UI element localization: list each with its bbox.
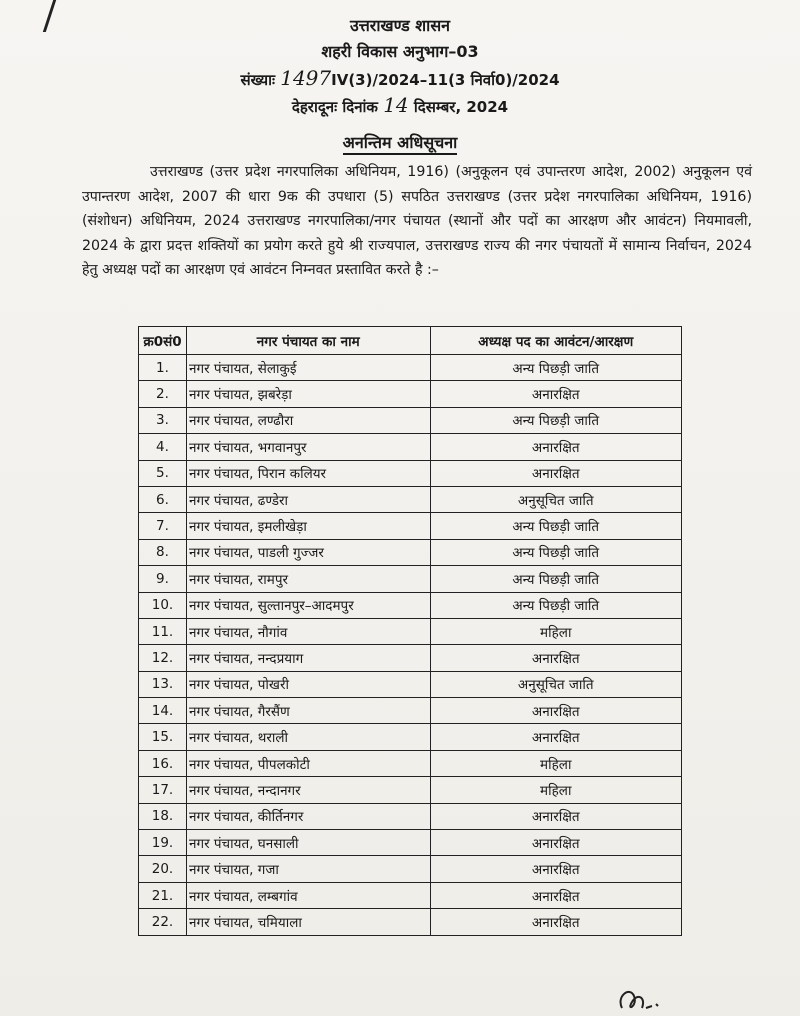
table-row — [139, 566, 682, 592]
row-allocation: अन्य पिछड़ी जाति — [430, 592, 682, 618]
table-row — [139, 698, 682, 724]
row-nagar-panchayat-name: नगर पंचायत, पोखरी — [186, 671, 430, 697]
row-nagar-panchayat-name: नगर पंचायत, थराली — [186, 724, 430, 750]
row-allocation: अन्य पिछड़ी जाति — [430, 407, 682, 433]
row-serial: 5. — [139, 460, 187, 486]
row-nagar-panchayat-name: नगर पंचायत, इमलीखेड़ा — [186, 513, 430, 539]
row-allocation: अनारक्षित — [430, 882, 682, 908]
row-allocation: अन्य पिछड़ी जाति — [430, 355, 682, 381]
row-nagar-panchayat-name: नगर पंचायत, घनसाली — [186, 830, 430, 856]
table-row — [139, 856, 682, 882]
row-serial: 3. — [139, 407, 187, 433]
row-nagar-panchayat-name: नगर पंचायत, पिरान कलियर — [186, 460, 430, 486]
row-serial: 17. — [139, 777, 187, 803]
row-allocation: अनारक्षित — [430, 803, 682, 829]
reference-number — [0, 66, 800, 90]
row-allocation: अन्य पिछड़ी जाति — [430, 566, 682, 592]
row-serial: 12. — [139, 645, 187, 671]
row-serial: 22. — [139, 909, 187, 935]
row-serial: 10. — [139, 592, 187, 618]
reservation-table — [138, 326, 682, 936]
row-allocation: अनारक्षित — [430, 645, 682, 671]
row-nagar-panchayat-name: नगर पंचायत, रामपुर — [186, 566, 430, 592]
table-row — [139, 460, 682, 486]
row-serial: 6. — [139, 486, 187, 512]
row-allocation: महिला — [430, 750, 682, 776]
row-nagar-panchayat-name: नगर पंचायत, चमियाला — [186, 909, 430, 935]
notification-paragraph: उत्तराखण्ड (उत्तर प्रदेश नगरपालिका अधिनियम, 1916) (अनुकूलन एवं उपान्तरण आदेश, 2002) अनुकूलन एवं उपान्तरण आदेश, 2007 की धारा 9क की उपधारा (5) सपठित उत्तराखण्ड (उत्तर प्रदेश नगरपालिका अधिनियम, 1916) (संशोधन) अधिनियम, 2024 उत्तराखण्ड नगरपालिका/नगर पंचायत (स्थानों और पदों का आरक्षण और आवंटन) नियमावली, 2024 के द्वारा प्रदत्त शक्तियों का प्रयोग करते हुये श्री राज्यपाल, उत्तराखण्ड राज्य की नगर पंचायतों में सामान्य निर्वाचन, 2024 हेतु अध्यक्ष पदों का आरक्षण एवं आवंटन निम्नवत प्रस्तावित करते है :– — [82, 164, 752, 278]
row-allocation: अनारक्षित — [430, 830, 682, 856]
row-serial: 8. — [139, 539, 187, 565]
govt-name: उत्तराखण्ड शासन — [349, 16, 451, 35]
table-header-row — [139, 327, 682, 355]
row-allocation: अन्य पिछड़ी जाति — [430, 539, 682, 565]
table-row — [139, 882, 682, 908]
date-label: देहरादूनः दिनांक — [291, 98, 378, 116]
table-row — [139, 355, 682, 381]
row-serial: 19. — [139, 830, 187, 856]
row-allocation: महिला — [430, 618, 682, 644]
row-serial: 13. — [139, 671, 187, 697]
row-nagar-panchayat-name: नगर पंचायत, पाडली गुज्जर — [186, 539, 430, 565]
table-row — [139, 434, 682, 460]
table-row — [139, 750, 682, 776]
row-nagar-panchayat-name: नगर पंचायत, कीर्तिनगर — [186, 803, 430, 829]
row-allocation: अनारक्षित — [430, 460, 682, 486]
row-nagar-panchayat-name: नगर पंचायत, लण्ढौरा — [186, 407, 430, 433]
row-nagar-panchayat-name: नगर पंचायत, नन्दप्रयाग — [186, 645, 430, 671]
signature — [612, 978, 672, 1016]
row-serial: 14. — [139, 698, 187, 724]
row-nagar-panchayat-name: नगर पंचायत, नौगांव — [186, 618, 430, 644]
table-row — [139, 777, 682, 803]
row-nagar-panchayat-name: नगर पंचायत, सेलाकुई — [186, 355, 430, 381]
row-nagar-panchayat-name: नगर पंचायत, पीपलकोटी — [186, 750, 430, 776]
row-serial: 1. — [139, 355, 187, 381]
table-row — [139, 407, 682, 433]
date-line — [0, 93, 800, 117]
table-row — [139, 830, 682, 856]
table-row — [139, 671, 682, 697]
header-allocation: अध्यक्ष पद का आवंटन/आरक्षण — [430, 327, 682, 355]
department-name: शहरी विकास अनुभाग–03 — [321, 42, 479, 61]
header-serial: क्र0सं0 — [139, 327, 187, 355]
row-allocation: अनारक्षित — [430, 698, 682, 724]
number-label: संख्याः — [240, 71, 275, 89]
row-serial: 7. — [139, 513, 187, 539]
row-serial: 9. — [139, 566, 187, 592]
table-row — [139, 909, 682, 935]
table-row — [139, 592, 682, 618]
table-row — [139, 645, 682, 671]
header-name: नगर पंचायत का नाम — [186, 327, 430, 355]
row-nagar-panchayat-name: नगर पंचायत, झबरेड़ा — [186, 381, 430, 407]
row-allocation: अनुसूचित जाति — [430, 486, 682, 512]
table-row — [139, 381, 682, 407]
row-allocation: अनारक्षित — [430, 434, 682, 460]
row-allocation: महिला — [430, 777, 682, 803]
row-nagar-panchayat-name: नगर पंचायत, ढण्डेरा — [186, 486, 430, 512]
row-nagar-panchayat-name: नगर पंचायत, भगवानपुर — [186, 434, 430, 460]
row-nagar-panchayat-name: नगर पंचायत, सुल्तानपुर–आदमपुर — [186, 592, 430, 618]
row-serial: 20. — [139, 856, 187, 882]
row-nagar-panchayat-name: नगर पंचायत, गजा — [186, 856, 430, 882]
row-serial: 11. — [139, 618, 187, 644]
row-allocation: अनुसूचित जाति — [430, 671, 682, 697]
date-rest: दिसम्बर, 2024 — [413, 98, 509, 116]
row-allocation: अनारक्षित — [430, 381, 682, 407]
number-handwritten: 1497 — [280, 66, 332, 90]
table-row — [139, 618, 682, 644]
row-serial: 2. — [139, 381, 187, 407]
row-allocation: अनारक्षित — [430, 909, 682, 935]
number-rest: IV(3)/2024–11(3 निर्वा0)/2024 — [331, 71, 560, 89]
row-nagar-panchayat-name: नगर पंचायत, नन्दानगर — [186, 777, 430, 803]
table-row — [139, 486, 682, 512]
row-allocation: अन्य पिछड़ी जाति — [430, 513, 682, 539]
row-serial: 4. — [139, 434, 187, 460]
table-row — [139, 803, 682, 829]
row-serial: 16. — [139, 750, 187, 776]
row-nagar-panchayat-name: नगर पंचायत, लम्बगांव — [186, 882, 430, 908]
row-serial: 18. — [139, 803, 187, 829]
date-handwritten: 14 — [383, 93, 409, 117]
row-allocation: अनारक्षित — [430, 856, 682, 882]
notification-title: अनन्तिम अधिसूचना — [0, 131, 800, 153]
table-row — [139, 513, 682, 539]
row-serial: 21. — [139, 882, 187, 908]
row-allocation: अनारक्षित — [430, 724, 682, 750]
table-row — [139, 724, 682, 750]
row-nagar-panchayat-name: नगर पंचायत, गैरसैंण — [186, 698, 430, 724]
row-serial: 15. — [139, 724, 187, 750]
table-row — [139, 539, 682, 565]
